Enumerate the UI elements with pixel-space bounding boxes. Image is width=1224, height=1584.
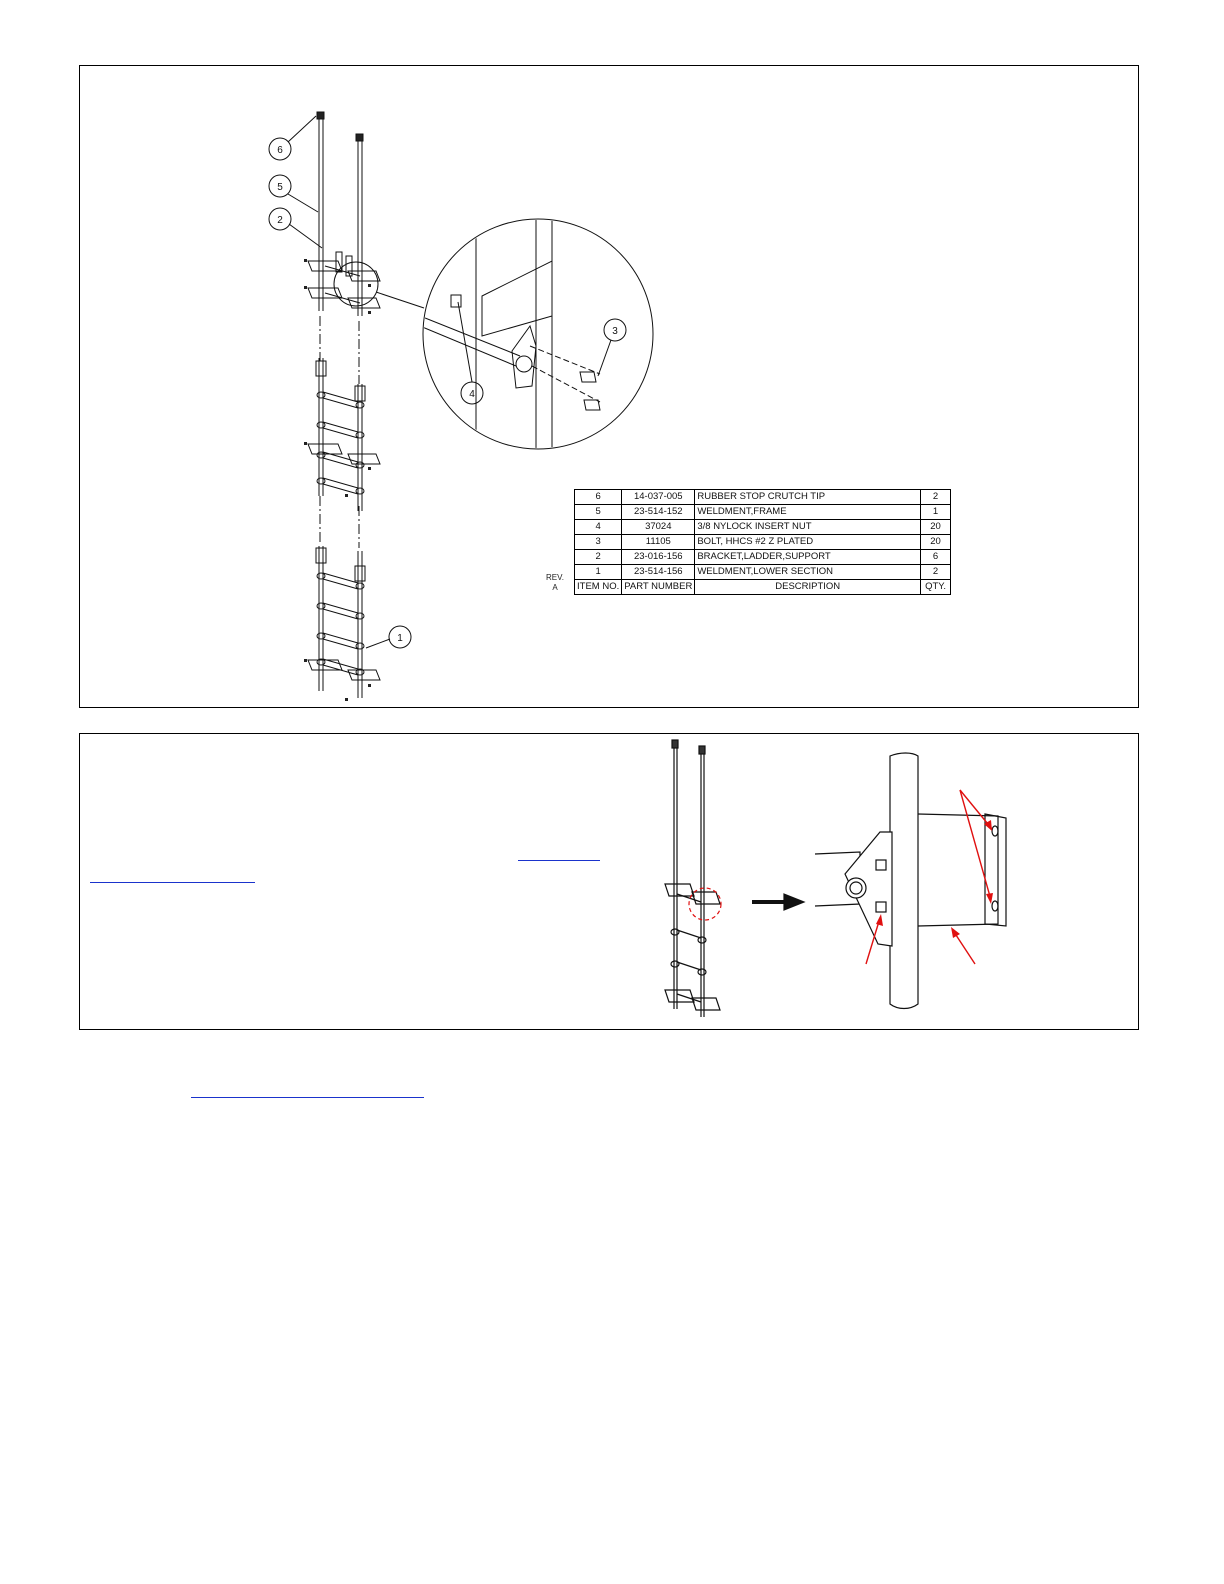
table-row bbox=[575, 535, 951, 550]
assembly-drawing-panel bbox=[79, 65, 1139, 708]
bom-part: 23-514-156 bbox=[622, 565, 695, 580]
fastener-marks bbox=[304, 259, 371, 701]
bom-qty: 20 bbox=[921, 535, 951, 550]
callout-1: 1 bbox=[397, 633, 403, 644]
red-arrowheads bbox=[876, 820, 993, 938]
bom-desc: RUBBER STOP CRUTCH TIP bbox=[695, 490, 921, 505]
bolt-icon bbox=[580, 372, 596, 382]
bom-desc: BOLT, HHCS #2 Z PLATED bbox=[695, 535, 921, 550]
bom-desc: BRACKET,LADDER,SUPPORT bbox=[695, 550, 921, 565]
table-row bbox=[575, 520, 951, 535]
table-row bbox=[575, 505, 951, 520]
detail-reference-circle bbox=[334, 262, 378, 306]
revision-label: REV. bbox=[546, 573, 564, 582]
bom-qty: 2 bbox=[921, 565, 951, 580]
callout-4: 4 bbox=[469, 389, 475, 400]
alignment-lines bbox=[320, 316, 359, 548]
hyperlink-underline[interactable] bbox=[191, 1097, 424, 1098]
nylock-nut-icon bbox=[451, 295, 461, 307]
bill-of-materials-table bbox=[574, 489, 951, 595]
table-row bbox=[575, 490, 951, 505]
bom-part: 11105 bbox=[622, 535, 695, 550]
table-row bbox=[575, 550, 951, 565]
bom-item: 4 bbox=[575, 520, 622, 535]
callout-2: 2 bbox=[277, 215, 283, 226]
detail-view bbox=[420, 216, 653, 456]
revision-value: A bbox=[552, 583, 558, 592]
bom-item: 5 bbox=[575, 505, 622, 520]
header-part-number: PART NUMBER bbox=[622, 580, 695, 595]
bom-qty: 20 bbox=[921, 520, 951, 535]
callout-6: 6 bbox=[277, 145, 283, 156]
bracket-installation-illustration bbox=[80, 734, 1138, 1029]
bom-part: 37024 bbox=[622, 520, 695, 535]
callout-3: 3 bbox=[612, 326, 618, 337]
arrow-right-icon bbox=[784, 894, 804, 910]
bom-item: 6 bbox=[575, 490, 622, 505]
bom-qty: 1 bbox=[921, 505, 951, 520]
header-item-no: ITEM NO. bbox=[575, 580, 622, 595]
middle-section bbox=[308, 358, 380, 511]
callout-numbers bbox=[277, 145, 618, 644]
hex-bolt-icon bbox=[876, 860, 886, 870]
bom-item: 1 bbox=[575, 565, 622, 580]
bom-desc: 3/8 NYLOCK INSERT NUT bbox=[695, 520, 921, 535]
header-description: DESCRIPTION bbox=[695, 580, 921, 595]
bom-part: 14-037-005 bbox=[622, 490, 695, 505]
bom-part: 23-514-152 bbox=[622, 505, 695, 520]
installation-detail-panel bbox=[79, 733, 1139, 1030]
hex-bolt-icon bbox=[876, 902, 886, 912]
exploded-ladder-drawing bbox=[80, 66, 1138, 707]
ladder-overview bbox=[665, 740, 720, 1017]
callout-5: 5 bbox=[277, 182, 283, 193]
bolt-icon bbox=[584, 400, 600, 410]
bracket-closeup bbox=[815, 753, 1006, 1009]
lower-section bbox=[308, 546, 380, 698]
table-row bbox=[575, 565, 951, 580]
bom-qty: 2 bbox=[921, 490, 951, 505]
header-qty: QTY. bbox=[921, 580, 951, 595]
crutch-tip-right bbox=[356, 134, 363, 141]
bom-item: 2 bbox=[575, 550, 622, 565]
revision-block bbox=[541, 573, 569, 593]
crutch-tip-left bbox=[317, 112, 324, 119]
bom-desc: WELDMENT,LOWER SECTION bbox=[695, 565, 921, 580]
bom-item: 3 bbox=[575, 535, 622, 550]
bom-desc: WELDMENT,FRAME bbox=[695, 505, 921, 520]
bom-part: 23-016-156 bbox=[622, 550, 695, 565]
table-header-row bbox=[575, 580, 951, 595]
bom-qty: 6 bbox=[921, 550, 951, 565]
